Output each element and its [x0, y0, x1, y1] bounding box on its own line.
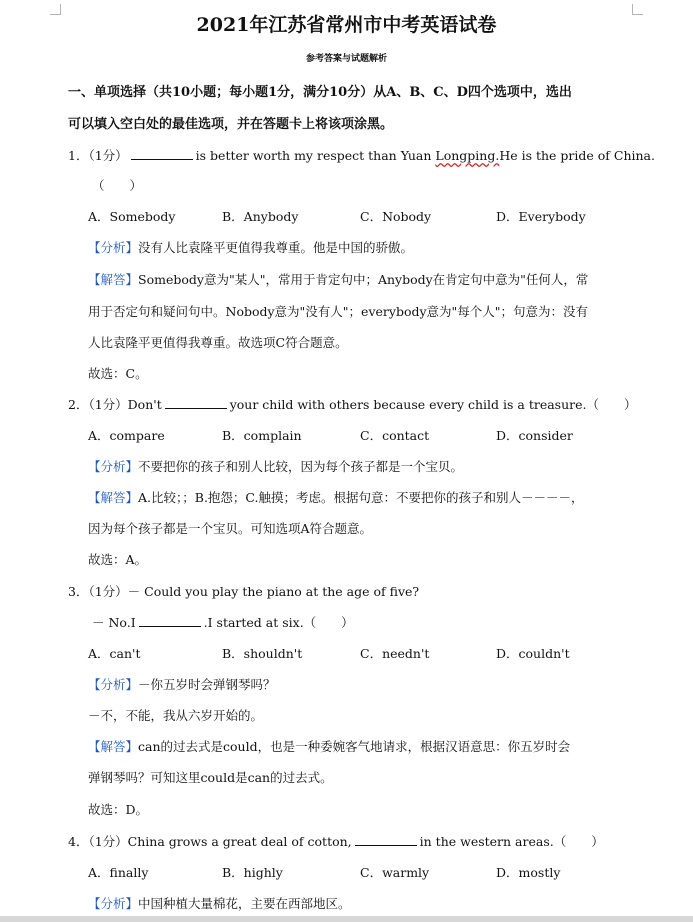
answer-blank	[131, 149, 193, 160]
question-3-option-a: A．can't	[88, 646, 141, 661]
question-4-option-a: A．finally	[88, 865, 149, 880]
question-1-stem	[68, 146, 655, 164]
question-4-stem	[68, 832, 604, 850]
question-3-answer-line-1	[88, 737, 570, 755]
analysis-text: 不要把你的孩子和别人比较，因为每个孩子都是一个宝贝。	[138, 459, 464, 474]
question-1-option-c: C．Nobody	[360, 209, 432, 224]
question-1-text: is better worth my respect than Yuan	[195, 148, 436, 163]
question-1-option-b: B．Anybody	[222, 209, 299, 224]
question-3-choice: 故选：D。	[88, 802, 149, 817]
question-2-number: 2．（1分）Don't	[68, 397, 162, 412]
question-1-answer-line-2: 用于否定句和疑问句中。Nobody意为"没有人"；everybody意为"每个人"；句意为：没有	[88, 304, 589, 319]
question-2-option-a: A．compare	[88, 428, 165, 443]
page-bottom-edge	[0, 916, 693, 922]
question-1-analysis	[88, 238, 413, 256]
question-3-answer-line-2: 弹钢琴吗？可知这里could是can的过去式。	[88, 770, 333, 785]
question-1-choice: 故选：C。	[88, 366, 148, 381]
analysis-text: 中国种植大量棉花，主要在西部地区。	[138, 896, 351, 911]
question-3-analysis-line-2: －不，不能，我从六岁开始的。	[88, 708, 264, 723]
answer-tag: 【解答】	[88, 272, 139, 287]
answer-tag: 【解答】	[88, 739, 139, 754]
question-4-analysis	[88, 894, 351, 912]
section-heading-line-1: 一、单项选择（共10小题；每小题1分，满分10分）从A、B、C、D四个选项中，选出	[68, 85, 572, 100]
question-3-option-c: C．needn't	[360, 646, 430, 661]
document-title: 2021年江苏省常州市中考英语试卷	[196, 14, 497, 36]
analysis-tag: 【分析】	[88, 677, 139, 692]
answer-blank	[139, 616, 201, 627]
question-2-option-d: D．consider	[496, 428, 573, 443]
question-1-number: 1．（1分）	[68, 148, 128, 163]
question-4-option-c: C．warmly	[360, 865, 430, 880]
answer-blank	[355, 835, 417, 846]
question-4-option-b: B．highly	[222, 865, 283, 880]
question-3-option-b: B．shouldn't	[222, 646, 303, 661]
question-3-reply-start: － No.I	[92, 615, 136, 630]
analysis-text: 没有人比袁隆平更值得我尊重。他是中国的骄傲。	[138, 240, 414, 255]
question-2-stem	[68, 395, 636, 413]
answer-text: Somebody意为"某人"，常用于肯定句中；Anybody在肯定句中意为"任何人，常	[138, 272, 589, 287]
question-2-analysis	[88, 457, 463, 475]
answer-blank	[165, 398, 227, 409]
question-1-paren: （ ）	[92, 178, 143, 193]
question-2-option-c: C．contact	[360, 428, 430, 443]
question-3-analysis	[88, 675, 276, 693]
question-3-reply-end: .I started at six.（ ）	[203, 615, 354, 630]
document-subtitle: 参考答案与试题解析	[305, 54, 387, 64]
question-1-answer-line-3: 人比袁隆平更值得我尊重。故选项C符合题意。	[88, 335, 348, 350]
answer-text: can的过去式是could，也是一种委婉客气地请求，根据汉语意思：你五岁时会	[138, 739, 571, 754]
question-2-choice: 故选：A。	[88, 552, 148, 567]
question-1-text-end: He is the pride of China.	[499, 148, 655, 163]
analysis-tag: 【分析】	[88, 459, 139, 474]
question-2-text: your child with others because every child is a treasure.（ ）	[229, 397, 637, 412]
answer-text: A.比较；；B.抱怨；C.触摸；考虑。根据句意：不要把你的孩子和别人－－－－，	[138, 490, 584, 505]
analysis-text: －你五岁时会弹钢琴吗？	[138, 677, 276, 692]
question-2-answer-line-2: 因为每个孩子都是一个宝贝。可知选项A符合题意。	[88, 521, 373, 536]
spellcheck-word: Longping.	[435, 148, 500, 163]
section-heading-line-2: 可以填入空白处的最佳选项，并在答题卡上将该项涂黑。	[68, 117, 394, 132]
question-1-option-a: A．Somebody	[88, 209, 176, 224]
question-4-text: in the western areas.（ ）	[419, 834, 604, 849]
question-4-number: 4．（1分）China grows a great deal of cotton,	[68, 834, 352, 849]
answer-tag: 【解答】	[88, 490, 139, 505]
question-3-stem: 3．（1分）－ Could you play the piano at the age of five?	[68, 584, 420, 599]
question-4-option-d: D．mostly	[496, 865, 561, 880]
question-3-option-d: D．couldn't	[496, 646, 570, 661]
analysis-tag: 【分析】	[88, 240, 139, 255]
question-3-reply	[92, 613, 354, 631]
analysis-tag: 【分析】	[88, 896, 139, 911]
question-2-answer-line-1	[88, 488, 584, 506]
question-2-option-b: B．complain	[222, 428, 302, 443]
question-1-option-d: D．Everybody	[496, 209, 586, 224]
question-1-answer-line-1	[88, 270, 588, 288]
